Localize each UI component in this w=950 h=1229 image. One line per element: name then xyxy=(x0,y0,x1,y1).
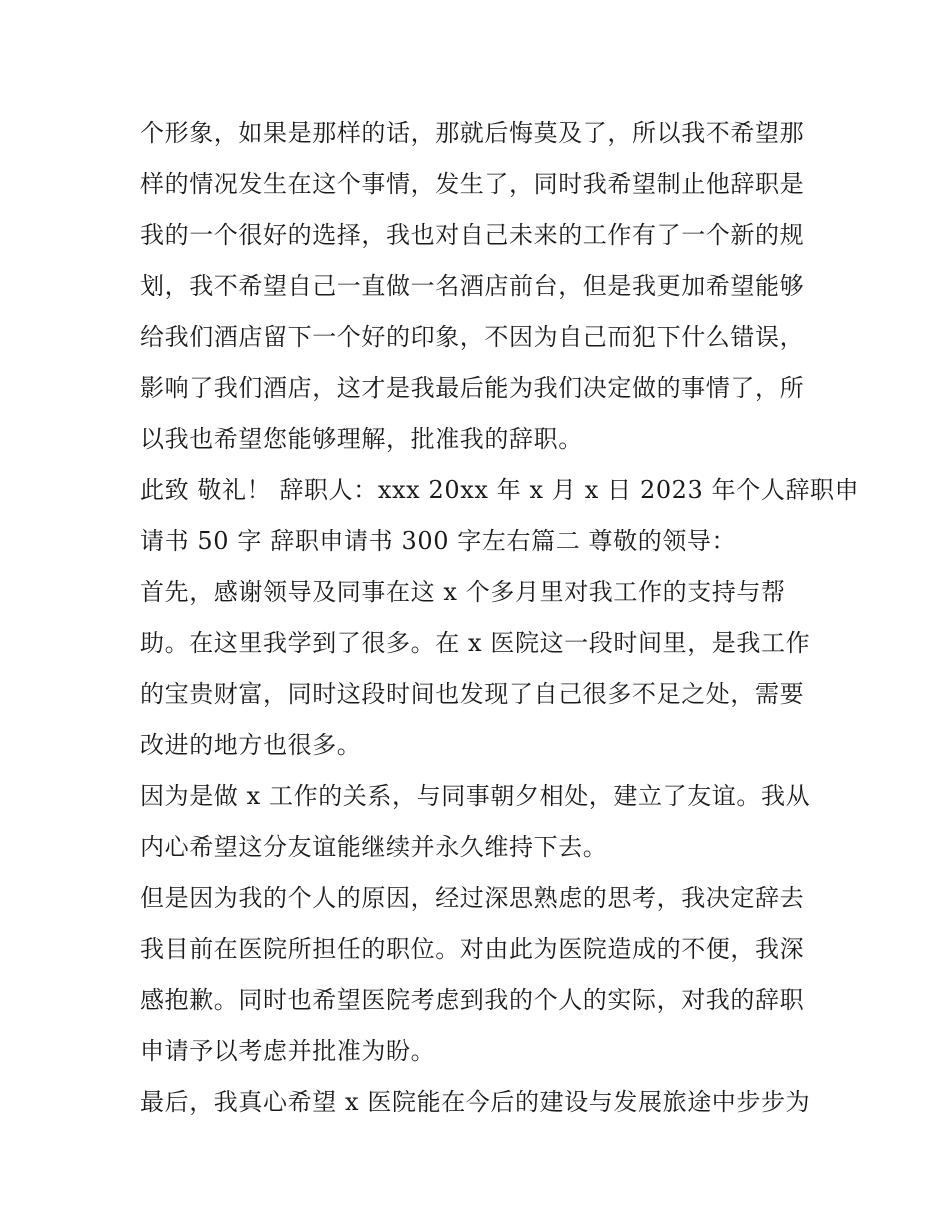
text-line: 此致 敬礼！ 辞职人：xxx 20xx 年 x 月 x 日 2023 年个人辞职申 xyxy=(140,476,860,504)
document-body xyxy=(140,108,860,1128)
text-line: 划，我不希望自己一直做一名酒店前台，但是我更加希望能够 xyxy=(140,272,805,300)
text-line: 请书 50 字 辞职申请书 300 字左右篇二 尊敬的领导： xyxy=(140,527,737,555)
text-line: 样的情况发生在这个事情，发生了，同时我希望制止他辞职是 xyxy=(140,170,805,198)
text-line: 给我们酒店留下一个好的印象，不因为自己而犯下什么错误， xyxy=(140,323,805,351)
text-line: 我的一个很好的选择，我也对自己未来的工作有了一个新的规 xyxy=(140,221,805,249)
text-line: 但是因为我的个人的原因，经过深思熟虑的思考，我决定辞去 xyxy=(140,884,805,912)
text-line: 的宝贵财富，同时这段时间也发现了自己很多不足之处，需要 xyxy=(140,680,805,708)
text-line: 个形象，如果是那样的话，那就后悔莫及了，所以我不希望那 xyxy=(140,119,805,147)
text-line: 感抱歉。同时也希望医院考虑到我的个人的实际，对我的辞职 xyxy=(140,986,805,1014)
text-line: 最后，我真心希望 x 医院能在今后的建设与发展旅途中步步为 xyxy=(140,1088,811,1116)
text-line: 我目前在医院所担任的职位。对由此为医院造成的不便，我深 xyxy=(140,935,805,963)
text-line: 因为是做 x 工作的关系，与同事朝夕相处，建立了友谊。我从 xyxy=(140,782,811,810)
text-line: 申请予以考虑并批准为盼。 xyxy=(140,1037,436,1065)
text-line: 影响了我们酒店，这才是我最后能为我们决定做的事情了，所 xyxy=(140,374,805,402)
text-line: 内心希望这分友谊能继续并永久维持下去。 xyxy=(140,833,608,861)
text-line: 首先，感谢领导及同事在这 x 个多月里对我工作的支持与帮 xyxy=(140,578,786,606)
text-line: 以我也希望您能够理解，批准我的辞职。 xyxy=(140,425,583,453)
text-line: 改进的地方也很多。 xyxy=(140,731,362,759)
text-line: 助。在这里我学到了很多。在 x 医院这一段时间里，是我工作 xyxy=(140,629,811,657)
